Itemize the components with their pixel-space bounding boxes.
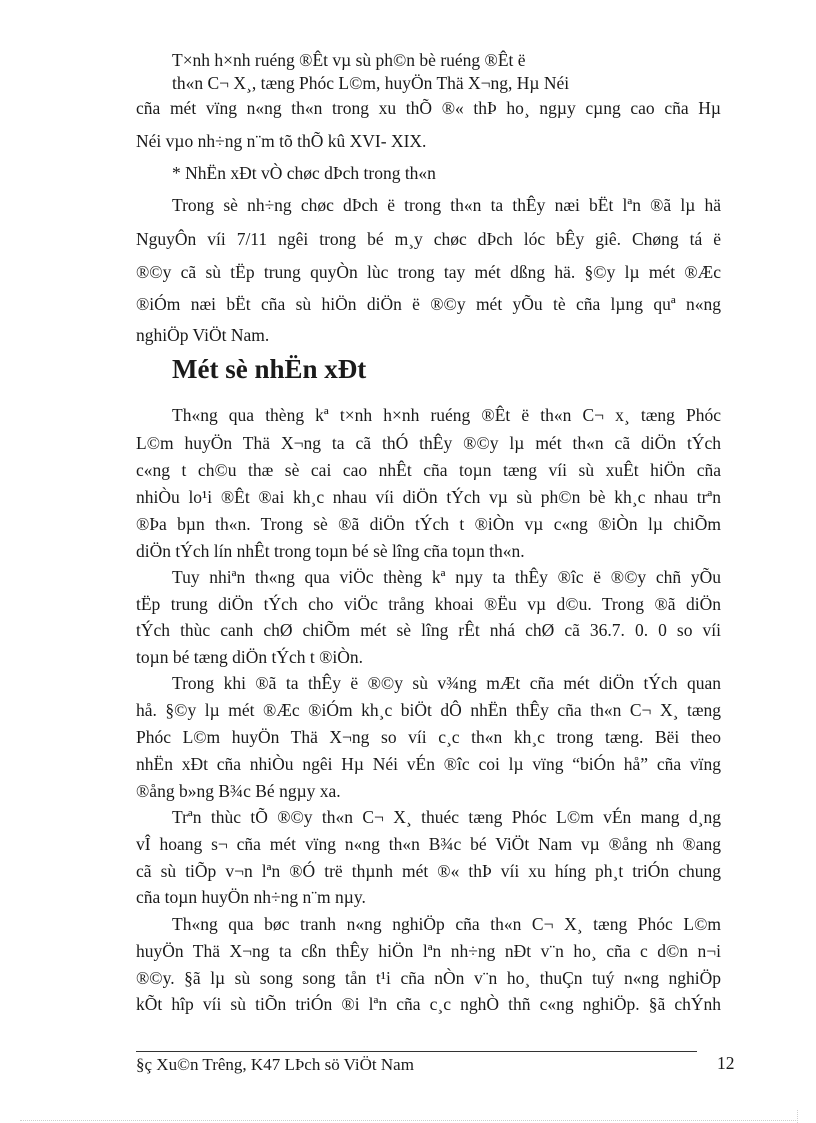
text-line: Trong khi ®ã ta thÊy ë ®©y sù v¾ng mÆt cña mét diÖn tÝch quan <box>172 673 721 693</box>
text-line: Tuy nhiªn th«ng qua viÖc thèng kª nµy ta thÊy ®îc ë ®©y chñ yÕu <box>172 567 721 587</box>
text-line: L©m huyÖn Thä X¬ng ta cã thÓ thÊy ®©y lµ mét th«n cã diÖn tÝch <box>136 433 721 453</box>
text-line: kÕt hîp víi sù tiÕn triÓn ®i lªn cña c¸c nghÒ thñ c«ng nghiÖp. §ã chÝnh <box>136 994 721 1014</box>
text-line: Th«ng qua thèng kª t×nh h×nh ruéng ®Êt ë th«n C¬ x¸ tæng Phóc <box>172 405 721 425</box>
text-line: cña mét vïng n«ng th«n trong xu thÕ ®« thÞ ho¸ ngµy cµng cao cña Hµ <box>136 98 721 118</box>
text-line: nghiÖp ViÖt Nam. <box>136 325 270 345</box>
text-line: th«n C¬ X¸, tæng Phóc L©m, huyÖn Thä X¬ng, Hµ Néi <box>172 73 570 93</box>
footer-author: §ç Xu©n Trêng, K47 LÞch sö ViÖt Nam <box>136 1055 414 1074</box>
text-line: cña toµn huyÖn nh÷ng n¨m nµy. <box>136 887 366 907</box>
text-line: huyÖn Thä X¬ng ta cßn thÊy hiÖn lªn nh÷ng nÐt v¨n ho¸ cña c d©n n¬i <box>136 941 721 961</box>
text-line: ®iÓm næi bËt cña sù hiÖn diÖn ë ®©y mét yÕu tè cña lµng quª n«ng <box>136 294 721 314</box>
page-number: 12 <box>717 1053 735 1073</box>
text-line: tÝch thùc canh chØ chiÕm mét sè lîng rÊt nhá chØ cã 36.7. 0. 0 so víi <box>136 620 721 640</box>
text-line: vÎ hoang s¬ cña mét vïng n«ng th«n B¾c bé ViÖt Nam vµ ®ång nh ®ang <box>136 834 721 854</box>
page-corner-mark <box>797 1110 798 1123</box>
text-line: ®©y. §ã lµ sù song song tån t¹i cña nÒn v¨n ho¸ thuÇn tuý n«ng nghiÖp <box>136 968 721 988</box>
text-line: diÖn tÝch lín nhÊt trong toµn bé sè lîng cña toµn th«n. <box>136 541 525 561</box>
text-line: nhËn xÐt cña nhiÒu ngêi Hµ Néi vÉn ®îc coi lµ vïng “biÓn hå” cña vïng <box>136 754 721 774</box>
section-heading: Mét sè nhËn xÐt <box>172 354 367 384</box>
text-line: NguyÔn víi 7/11 ngêi trong bé m¸y chøc dÞch lóc bÊy giê. Chøng tá ë <box>136 229 721 249</box>
text-line: c«ng t ch©u thæ sè cai cao nhÊt cña toµn tæng víi sù xuÊt hiÖn cña <box>136 460 721 480</box>
text-line: Trong sè nh÷ng chøc dÞch ë trong th«n ta thÊy næi bËt lªn ®ã lµ hä <box>172 195 721 215</box>
text-line: ®©y cã sù tËp trung quyÒn lùc trong tay mét dßng hä. §©y lµ mét ®Æc <box>136 262 721 282</box>
text-line: nhiÒu lo¹i ®Êt ®ai kh¸c nhau víi diÖn tÝch vµ sù ph©n bè kh¸c nhau trªn <box>136 487 721 507</box>
text-line: hå. §©y lµ mét ®Æc ®iÓm kh¸c biÖt dÔ nhËn thÊy cña th«n C¬ X¸ tæng <box>136 700 721 720</box>
text-line: ®ång b»ng B¾c Bé ngµy xa. <box>136 781 341 801</box>
text-line: Phóc L©m huyÖn Thä X¬ng so víi c¸c th«n kh¸c trong tæng. Bëi theo <box>136 727 721 747</box>
text-line: Néi vµo nh÷ng n¨m tõ thÕ kû XVI- XIX. <box>136 131 427 151</box>
text-line: ®Þa bµn th«n. Trong sè ®ã diÖn tÝch t ®iÒn vµ c«ng ®iÒn lµ chiÕm <box>136 514 721 534</box>
text-line: T×nh h×nh ruéng ®Êt vµ sù ph©n bè ruéng ®Êt ë <box>172 50 526 70</box>
page-edge-divider <box>20 1120 796 1121</box>
text-line: toµn bé tæng diÖn tÝch t ®iÒn. <box>136 647 364 667</box>
footer-divider <box>136 1051 697 1052</box>
text-line: tËp trung diÖn tÝch cho viÖc trång khoai ®Ëu vµ d©u. Trong ®ã diÖn <box>136 594 721 614</box>
text-line: Th«ng qua bøc tranh n«ng nghiÖp cña th«n C¬ X¸ tæng Phóc L©m <box>172 914 721 934</box>
section-note: * NhËn xÐt vÒ chøc dÞch trong th«n <box>172 163 436 183</box>
text-line: Trªn thùc tÕ ®©y th«n C¬ X¸ thuéc tæng Phóc L©m vÉn mang d¸ng <box>172 807 721 827</box>
text-line: cã sù tiÕp v¬n lªn ®Ó trë thµnh mét ®« thÞ víi xu híng ph¸t triÓn chung <box>136 861 721 881</box>
